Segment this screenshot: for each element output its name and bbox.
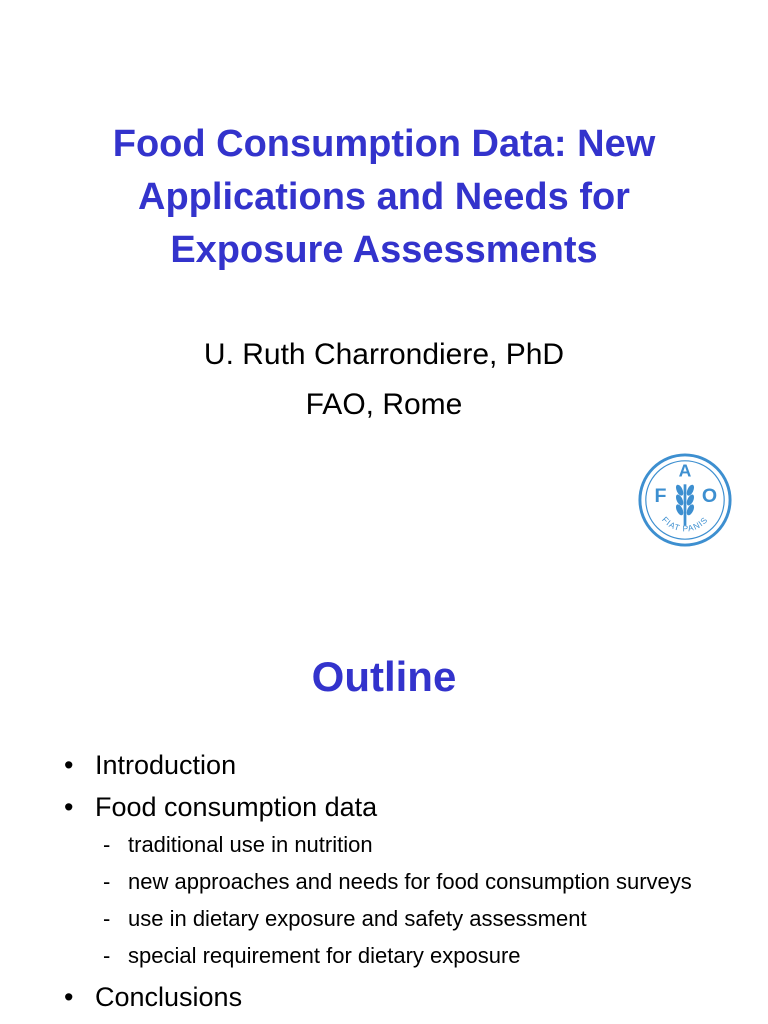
sub-item-text: use in dietary exposure and safety assessment: [128, 906, 587, 931]
outline-slide: [0, 600, 768, 1024]
sub-list-item: [0, 904, 768, 934]
title-line: Food Consumption Data: New: [112, 123, 656, 165]
fao-logo-icon: [636, 451, 734, 549]
list-item: [0, 978, 768, 1016]
dash-icon: -: [103, 832, 111, 857]
sub-list-item: [0, 867, 768, 897]
logo-letter: A: [678, 460, 692, 481]
sub-item-text: special requirement for dietary exposure: [128, 943, 521, 968]
logo-letter: O: [701, 484, 718, 507]
dash-icon: -: [103, 943, 111, 968]
bullet-icon: •: [64, 982, 74, 1012]
sub-list-container: [0, 830, 768, 971]
slide-title: [0, 118, 768, 277]
outline-title: Outline: [311, 653, 457, 700]
list-item-text: Introduction: [95, 750, 237, 780]
sub-item-text: traditional use in nutrition: [128, 832, 373, 857]
author-block: [0, 330, 768, 430]
title-line: Applications and Needs for: [138, 176, 630, 218]
dash-icon: -: [103, 869, 111, 894]
bullet-icon: •: [64, 750, 74, 780]
title-line: Exposure Assessments: [170, 229, 598, 271]
bullet-icon: •: [64, 792, 74, 822]
list-item: [0, 788, 768, 826]
dash-icon: -: [103, 906, 111, 931]
sub-list-item: [0, 830, 768, 860]
list-item-text: Food consumption data: [95, 792, 378, 822]
logo-motto: FIAT PANIS: [660, 514, 710, 534]
author-affiliation: FAO, Rome: [305, 388, 463, 421]
list-item: [0, 746, 768, 784]
sub-item-text: new approaches and needs for food consumption surveys: [128, 869, 692, 894]
logo-letter: F: [654, 484, 667, 507]
sub-list-item: [0, 941, 768, 971]
outline-list: [0, 746, 768, 1020]
author-name: U. Ruth Charrondiere, PhD: [203, 338, 565, 371]
list-item-text: Conclusions: [95, 982, 243, 1012]
sub-list: [0, 830, 768, 971]
